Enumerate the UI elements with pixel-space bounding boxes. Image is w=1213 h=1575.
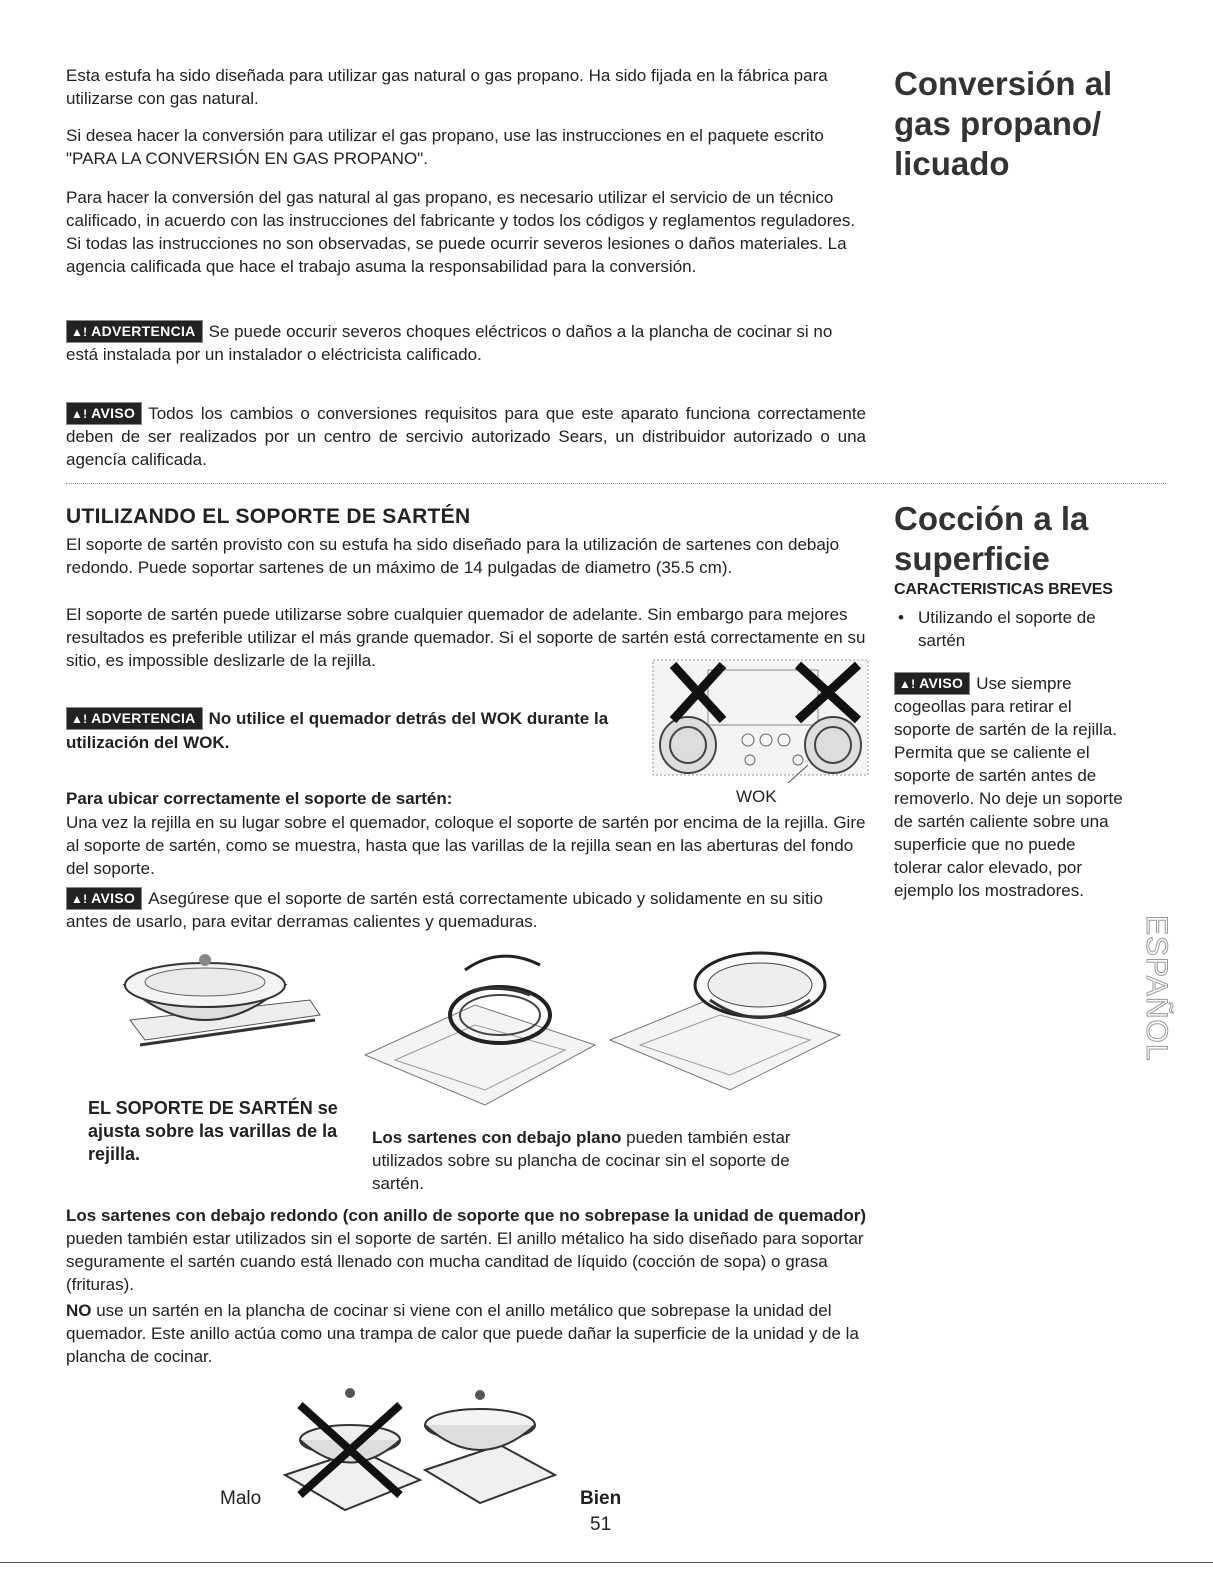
intro-paragraph-1: Esta estufa ha sido diseñada para utilizar gas natural o gas propano. Ha sido fijada en la fábrica para utilizarse con gas natural. — [66, 66, 828, 108]
vertical-language-tab: ESPAÑOL — [1140, 915, 1173, 1062]
intro-paragraph-2: Si desea hacer la conversión para utilizar el gas propano, use las instrucciones en el paquete escrito "PARA LA CONVERSIÓN EN GAS PROPANO". — [66, 126, 824, 168]
bullet-list — [894, 606, 1134, 652]
aviso-badge: ▲! AVISO — [66, 887, 142, 910]
caption-right-rest: pueden también estar utilizados sobre su plancha de cocinar sin el soporte de sartén. — [372, 1128, 791, 1193]
page-number: 51 — [590, 1514, 612, 1535]
sidebar-aviso — [894, 672, 1124, 902]
bullet-item: Utilizando el soporte de sartén — [918, 608, 1096, 650]
section-paragraph-3: Una vez la rejilla en su lugar sobre el quemador, coloque el soporte de sartén por encima de la rejilla. Gire al soporte de sartén, como se muestra, hasta que las varillas de la rejilla sean en las aberturas del fondo del soporte. — [66, 813, 866, 878]
section-warning-text: No utilice el quemador detrás del WOK durante la utilización del WOK. — [66, 709, 609, 752]
sidebar-aviso-text: Use siempre cogeollas para retirar el soporte de sartén de la rejilla. Permita que se caliente el soporte de sartén antes de removerlo. No deje un soporte de sartén caliente sobre una superficie que no puede tolerar calor elevado, por ejemplo los mostradores. — [894, 674, 1123, 900]
section-paragraph-4 — [66, 1204, 876, 1296]
paragraph-5-bold: NO — [66, 1301, 92, 1320]
intro-warning — [66, 320, 866, 366]
footer-rule — [0, 1562, 1213, 1563]
intro-aviso-text: Todos los cambios o conversiones requisitos para que este aparato funciona correctamente deben de ser realizados por un centro de sercivio autorizado Sears, un distribuidor autorizado o una agencía calificada. — [66, 404, 866, 469]
warning-triangle-icon: ▲! — [71, 712, 88, 726]
section-title: UTILIZANDO EL SOPORTE DE SARTÉN — [66, 505, 471, 528]
section-warning — [66, 707, 646, 755]
intro-paragraph-3: Para hacer la conversión del gas natural al gas propano, es necesario utilizar el servicio de un técnico calificado, in acuerdo con las instrucciones del fabricante y todos los códigos y reglamentos reguladores. Si todas las instrucciones no son observadas, se puede ocurrir severos lesiones o daños materiales. La agencia calificada que hace el trabajo asuma la responsabilidad para la conversión. — [66, 188, 856, 276]
warning-triangle-icon: ▲! — [71, 407, 88, 421]
caption-left: EL SOPORTE DE SARTÉN se ajusta sobre las varillas de la rejilla. — [88, 1098, 338, 1164]
support-installed-illustration — [600, 940, 850, 1110]
section-subheading: Para ubicar correctamente el soporte de sartén: — [66, 789, 453, 808]
section-paragraph-1: El soporte de sartén provisto con su estufa ha sido diseñado para la utilización de sartenes con debajo redondo. Puede soportar sartenes de un máximo de 14 pulgadas de diametro (35.5 cm). — [66, 535, 840, 577]
cooktop-wok-illustration — [648, 655, 873, 785]
section-aviso — [66, 887, 866, 933]
intro-aviso — [66, 402, 866, 471]
caption-right — [372, 1126, 822, 1195]
bullet-icon: • — [898, 608, 904, 627]
caption-right-bold: Los sartenes con debajo plano — [372, 1128, 622, 1147]
paragraph-4-rest: pueden también estar utilizados sin el soporte de sartén. El anillo métalico ha sido diseñado para soportar seguramente el sartén cuando está llenado con mucha canditad de líquido (cocción de sopa) o grasa (frituras). — [66, 1229, 864, 1294]
wok-on-support-illustration — [110, 940, 330, 1060]
paragraph-4-bold: Los sartenes con debajo redondo (con anillo de soporte que no sobrepase la unidad de quemador) — [66, 1206, 867, 1225]
warning-triangle-icon: ▲! — [71, 892, 88, 906]
caracteristicas-heading: CARACTERISTICAS BREVES — [894, 581, 1113, 598]
section-paragraph-2: El soporte de sartén puede utilizarse sobre cualquier quemador de adelante. Sin embargo para mejores resultados es preferible utilizar el más grande quemador. Si el soporte de sartén está correctamente en su sitio, es impossible deslizarle de la rejilla. — [66, 605, 866, 670]
section-divider — [66, 483, 1166, 484]
wok-label: WOK — [736, 787, 777, 806]
aviso-badge: ▲! AVISO — [66, 402, 142, 425]
warning-triangle-icon: ▲! — [71, 325, 88, 339]
conversion-title: Conversión al gas propano/ licuado — [894, 65, 1113, 182]
malo-bien-illustration — [280, 1385, 560, 1520]
malo-label: Malo — [220, 1488, 262, 1509]
aviso-badge: ▲! AVISO — [894, 672, 970, 695]
coccion-title: Cocción a la superficie — [894, 500, 1089, 577]
warning-badge: ▲! ADVERTENCIA — [66, 320, 203, 343]
bien-label: Bien — [580, 1488, 622, 1509]
warning-triangle-icon: ▲! — [899, 677, 916, 691]
warning-badge: ▲! ADVERTENCIA — [66, 707, 203, 730]
paragraph-5-rest: use un sartén en la plancha de cocinar si viene con el anillo metálico que sobrepase la unidad del quemador. Este anillo actúa como una trampa de calor que puede dañar la superficie de la unidad y de la plancha de cocinar. — [66, 1301, 859, 1366]
intro-warning-text: Se puede occurir severos choques eléctricos o daños a la plancha de cocinar si no está instalada por un instalador o eléctricista calificado. — [66, 322, 833, 364]
support-rotation-illustration — [355, 945, 605, 1115]
section-aviso-text: Asegúrese que el soporte de sartén está correctamente ubicado y solidamente en su sitio antes de usarlo, para evitar derramas calientes y quemaduras. — [66, 889, 823, 931]
section-paragraph-5 — [66, 1299, 866, 1368]
